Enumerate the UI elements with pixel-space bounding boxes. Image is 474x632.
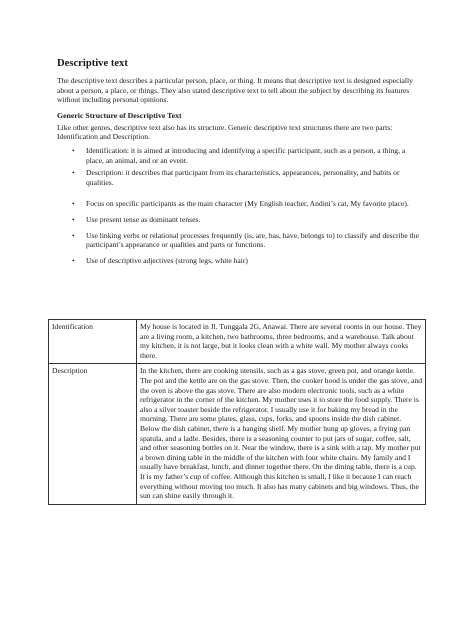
bullet-icon: •	[72, 255, 75, 265]
document-body	[57, 57, 425, 271]
list-item	[57, 199, 425, 209]
list-item-text: Description: it describes that participant from its characteristics, appearances, personality, and habits or qualities.	[86, 168, 400, 187]
structure-intro-paragraph: Like other genres, descriptive text also has its structure. Generic descriptive text structures there are two parts: Identification and Description.	[57, 122, 393, 142]
intro-paragraph: The descriptive text describes a particular person, place, or thing. It means that descriptive text is designed especially about a person, a place, or things. They also stated descriptive text to tell about the subject by describing its features without including personal opinions.	[57, 76, 413, 105]
list-item	[57, 168, 425, 187]
table-cell-label: Identification	[49, 320, 137, 364]
list-item	[57, 215, 425, 225]
table-cell-text: My house is located in Jl. Tunggala 2G, Anawai. There are several rooms in our house. They are a living room, a kitchen, two bathrooms, three bedrooms, and a warehouse. Talk about my kitchen, it is not large, but it looks clean with a white wall. My mother always cooks there.	[137, 320, 426, 364]
bullet-icon: •	[72, 214, 75, 224]
bullet-icon: •	[72, 145, 75, 155]
structure-heading: Generic Structure of Descriptive Text	[57, 110, 182, 120]
example-table	[48, 319, 426, 505]
bullet-icon: •	[72, 168, 75, 178]
list-item	[57, 231, 425, 250]
list-item-text: Use of descriptive adjectives (strong legs, white hair)	[86, 255, 248, 265]
table-row	[49, 364, 426, 504]
table-row	[49, 320, 426, 364]
bullet-icon: •	[72, 199, 75, 209]
list-item-text: Identification: it is aimed at introducing and identifying a specific participant, such as a person, a thing, a place, an animal, and or an event.	[86, 145, 406, 165]
list-item	[57, 256, 425, 266]
table-cell-label: Description	[49, 364, 137, 504]
list-item	[57, 146, 425, 165]
bullet-icon: •	[72, 230, 75, 240]
list-item-text: Use present tense as dominant tenses.	[86, 214, 201, 224]
list-item-text: Use linking verbs or relational processes frequently (is, are, has, have, belongs to) to classify and describe the participant’s appearance or qualities and parts or functions.	[86, 230, 419, 250]
document-title: Descriptive text	[57, 58, 128, 69]
feature-bullet-list	[57, 199, 425, 265]
table-cell-text: In the kitchen, there are cooking utensils, such as a gas stove, green pot, and orange kettle. The pot and the kettle are on the gas stove. Then, the cooker hood is under the gas stove, and the oven is above the gas stove. There are also modern electronic tools, such as a white refrigerator in the corner of the kitchen. My mother uses it to store the food supply. There is also a silver toaster beside the refrigerator. I usually use it for baking my bread in the morning. There are some plates, glass, cups, forks, and spoons inside the dish cabinet. Below the dish cabinet, there is a hanging shelf. My mother hung up gloves, a frying pan spatula, and a ladle. Besides, there is a seasoning counter to put jars of sugar, coffee, salt, and other seasoning bottles on it. Near the window, there is a sink with a tap. My mother put a brown dining table in the middle of the kitchen with four white chairs. My family and I usually have breakfast, lunch, and dinner together there. On the dining table, there is a cup. It is my father’s cup of coffee. Although this kitchen is small, I like it because I can reach everything without moving too much. It also has many cabinets and big windows. Thus, the sun can shine easily through it.	[137, 364, 426, 504]
list-item-text: Focus on specific participants as the main character (My English teacher, Andini’s cat, My favorite place).	[86, 199, 409, 209]
structure-bullet-list	[57, 146, 425, 187]
